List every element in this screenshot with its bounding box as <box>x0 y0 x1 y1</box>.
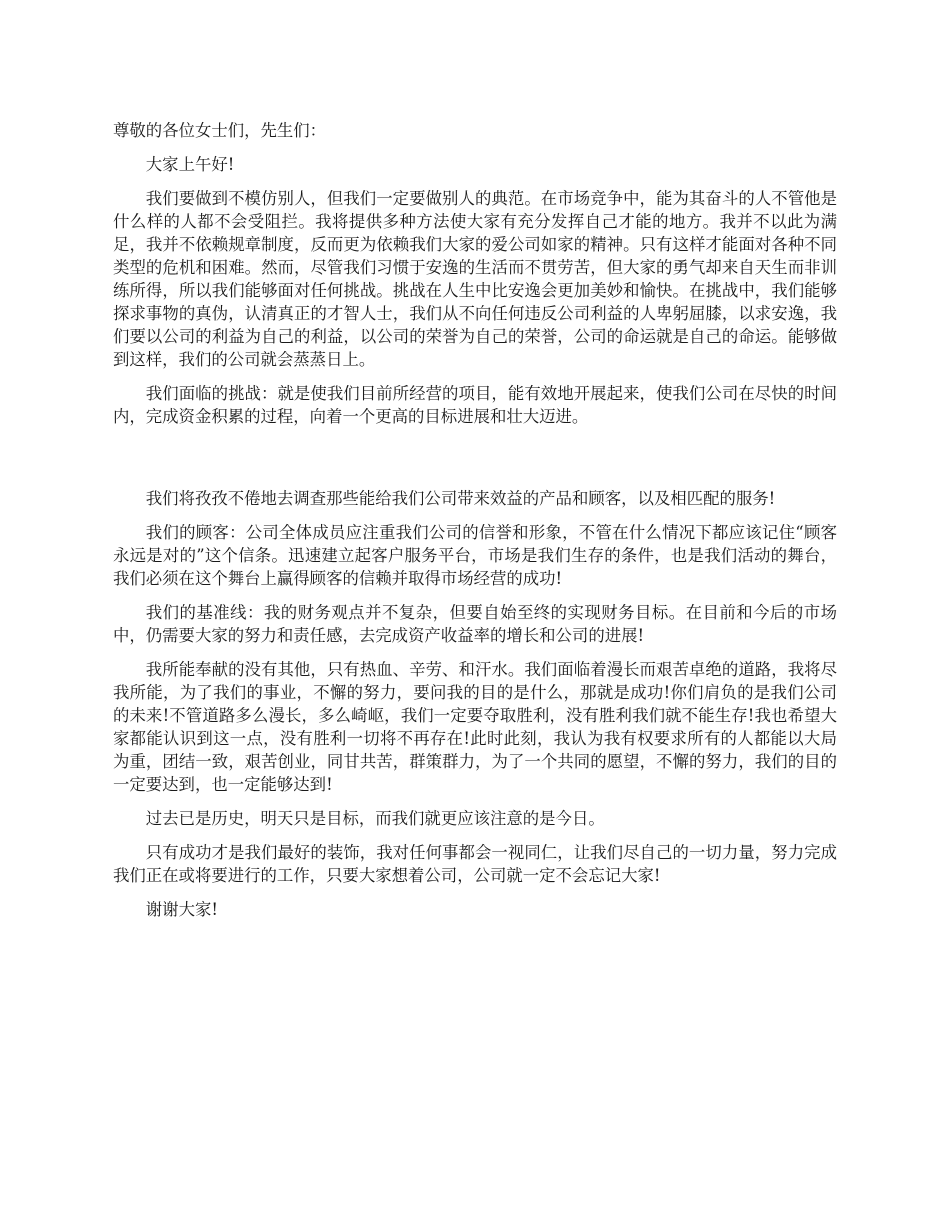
section-spacer <box>113 439 837 487</box>
speech-document <box>113 119 837 932</box>
greeting: 大家上午好! <box>145 155 235 174</box>
paragraph: 我们的基准线：我的财务观点并不复杂，但要自始至终的实现财务目标。在目前和今后的市场中，仍需要大家的努力和责任感，去完成资产收益率的增长和公司的进展! <box>113 603 837 645</box>
paragraph: 我们要做到不模仿别人，但我们一定要做别人的典范。在市场竞争中，能为其奋斗的人不管他是什么样的人都不会受阻拦。我将提供多种方法使大家有充分发挥自己才能的地方。我并不以此为满足，我并不依赖规章制度，反而更为依赖我们大家的爱公司如家的精神。只有这样才能面对各种不同类型的危机和困难。然而，尽管我们习惯于安逸的生活而不贯劳苦，但大家的勇气却来自天生而非训练所得，所以我们能够面对任何挑战。挑战在人生中比安逸会更加美妙和愉快。在挑战中，我们能够探求事物的真伪，认清真正的才智人士，我们从不向任何违反公司利益的人卑躬屈膝，以求安逸，我们要以公司的利益为自己的利益，以公司的荣誉为自己的荣誉，公司的命运就是自己的命运。能够做到这样，我们的公司就会蒸蒸日上。 <box>113 189 837 369</box>
paragraph: 我们将孜孜不倦地去调查那些能给我们公司带来效益的产品和顾客，以及相匹配的服务! <box>145 489 776 508</box>
paragraph: 只有成功才是我们最好的装饰，我对任何事都会一视同仁，让我们尽自己的一切力量，努力完成我们正在或将要进行的工作，只要大家想着公司，公司就一定不会忘记大家! <box>113 843 837 885</box>
salutation: 尊敬的各位女士们，先生们： <box>113 121 327 140</box>
closing: 谢谢大家! <box>145 900 218 919</box>
paragraph: 我所能奉献的没有其他，只有热血、辛劳、和汗水。我们面临着漫长而艰苦卓绝的道路，我将尽我所能，为了我们的事业，不懈的努力，要问我的目的是什么，那就是成功!你们肩负的是我们公司的未来!不管道路多么漫长，多么崎岖，我们一定要夺取胜利，没有胜利我们就不能生存!我也希望大家都能认识到这一点，没有胜利一切将不再存在!此时此刻，我认为我有权要求所有的人都能以大局为重，团结一致，艰苦创业，同甘共苦，群策群力，为了一个共同的愿望，不懈的努力，我们的目的一定要达到，也一定能够达到! <box>113 660 837 794</box>
paragraph: 过去已是历史，明天只是目标，而我们就更应该注意的是今日。 <box>145 809 605 828</box>
paragraph: 我们面临的挑战：就是使我们目前所经营的项目，能有效地开展起来，使我们公司在尽快的时间内，完成资金积累的过程，向着一个更高的目标进展和壮大迈进。 <box>113 384 837 426</box>
paragraph: 我们的顾客：公司全体成员应注重我们公司的信誉和形象，不管在什么情况下都应该记住“顾客永远是对的”这个信条。迅速建立起客户服务平台，市场是我们生存的条件，也是我们活动的舞台，我们必须在这个舞台上赢得顾客的信赖并取得市场经营的成功! <box>113 523 837 588</box>
